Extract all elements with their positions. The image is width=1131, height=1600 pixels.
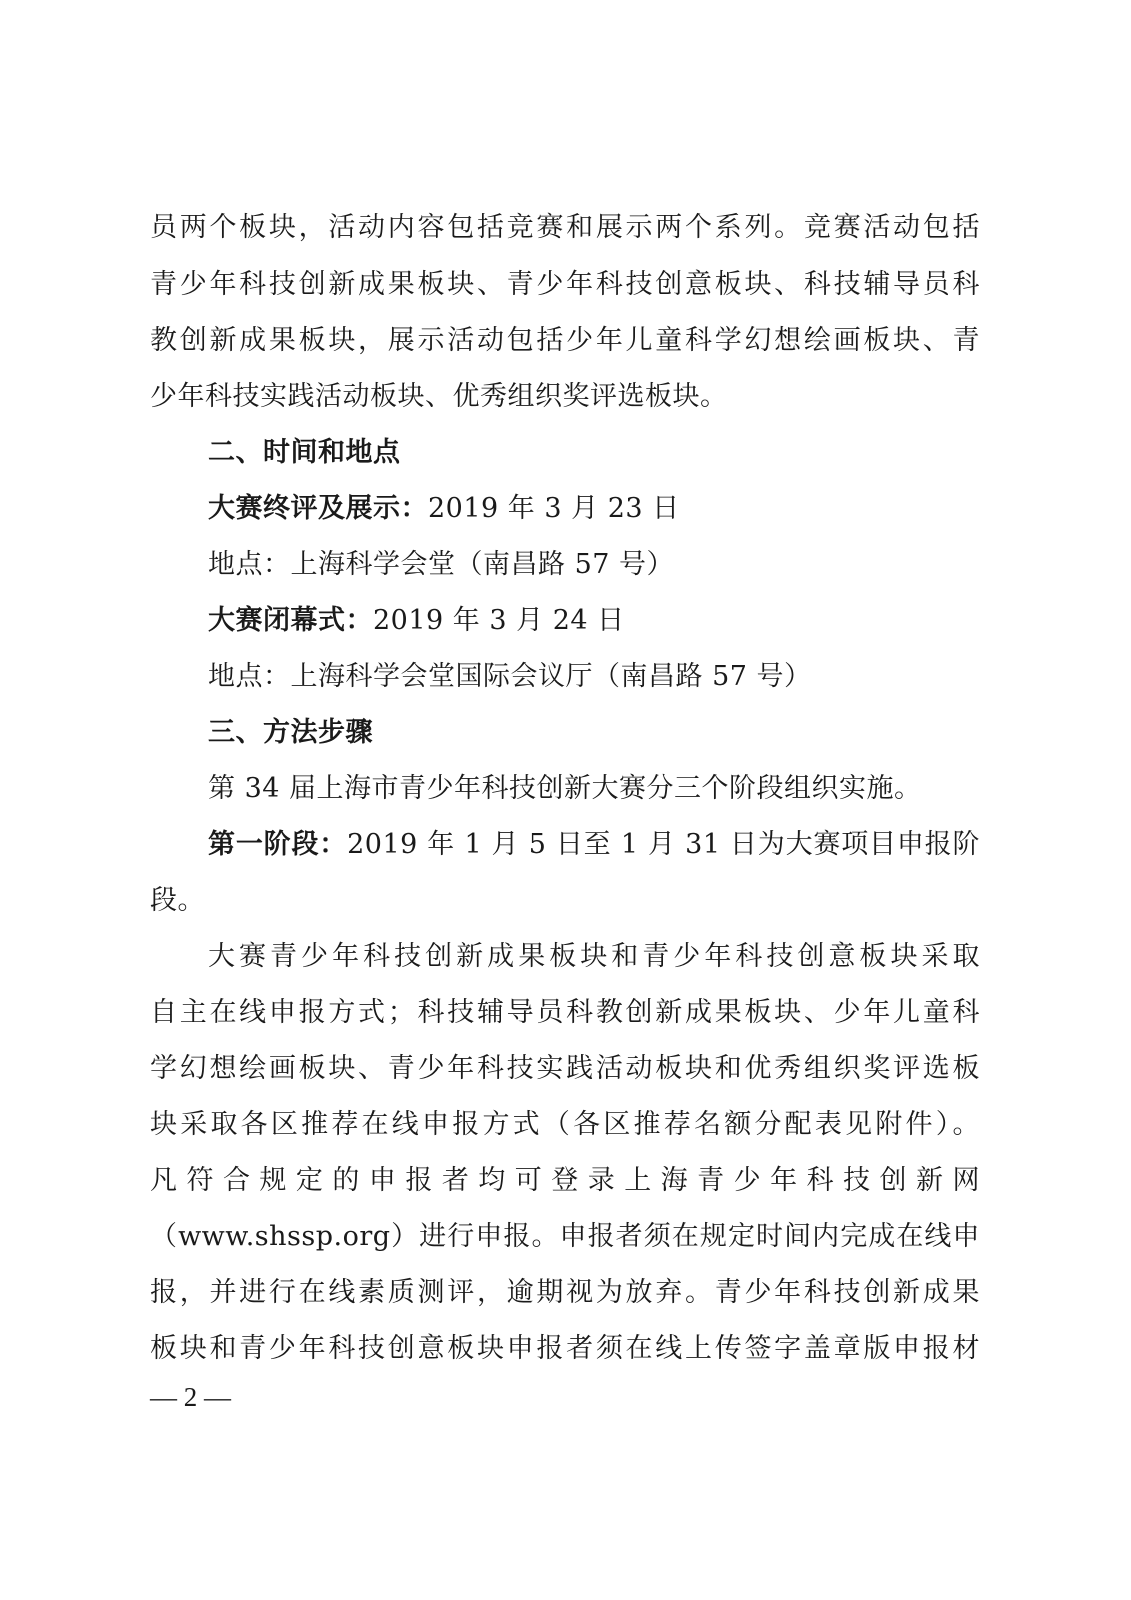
stage1-label: 第一阶段： [208,829,348,860]
body-text-line: 员两个板块，活动内容包括竞赛和展示两个系列。竞赛活动包括 [150,212,980,243]
closing-ceremony-line [208,605,980,637]
page-number: — 2 — [150,1382,231,1412]
final-evaluation-line [208,493,980,525]
final-evaluation-date: 2019 年 3 月 23 日 [428,493,680,524]
body-text-line: （www.shssp.org）进行申报。申报者须在规定时间内完成在线申 [150,1221,980,1252]
stage1-text: 2019 年 1 月 5 日至 1 月 31 日为大赛项目申报阶 [347,829,980,860]
body-text-line: 大赛青少年科技创新成果板块和青少年科技创意板块采取 [208,941,980,972]
body-text-line: 段。 [150,885,205,916]
body-text-line: 青少年科技创新成果板块、青少年科技创意板块、科技辅导员科 [150,269,980,300]
body-text-line: 凡符合规定的申报者均可登录上海青少年科技创新网 [150,1165,980,1196]
final-evaluation-label: 大赛终评及展示： [208,493,428,524]
body-text-line: 块采取各区推荐在线申报方式（各区推荐名额分配表见附件）。 [150,1109,980,1140]
body-text-line: 自主在线申报方式；科技辅导员科教创新成果板块、少年儿童科 [150,997,980,1028]
body-text-line: 报，并进行在线素质测评，逾期视为放弃。青少年科技创新成果 [150,1277,980,1308]
body-text-line: 板块和青少年科技创意板块申报者须在线上传签字盖章版申报材 [150,1333,980,1364]
closing-ceremony-label: 大赛闭幕式： [208,605,373,636]
closing-ceremony-date: 2019 年 3 月 24 日 [373,605,625,636]
location-line: 地点：上海科学会堂国际会议厅（南昌路 57 号） [208,661,812,692]
body-text-line: 少年科技实践活动板块、优秀组织奖评选板块。 [150,381,728,412]
location-line: 地点：上海科学会堂（南昌路 57 号） [208,549,675,580]
section-heading: 二、时间和地点 [208,437,401,468]
body-text-line: 教创新成果板块，展示活动包括少年儿童科学幻想绘画板块、青 [150,325,980,356]
stage1-line [208,829,980,861]
body-text-line: 学幻想绘画板块、青少年科技实践活动板块和优秀组织奖评选板 [150,1053,980,1084]
body-text-line: 第 34 届上海市青少年科技创新大赛分三个阶段组织实施。 [208,773,922,804]
section-heading: 三、方法步骤 [208,717,373,748]
